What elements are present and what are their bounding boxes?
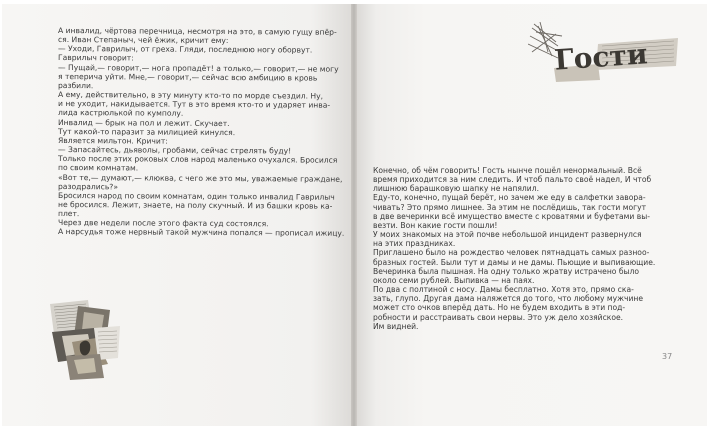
title-collage-art	[528, 22, 680, 86]
text-line: в две вечеринки всё имущество вместе с кроватями и буфетами вы-	[373, 211, 650, 221]
text-line: Приглашено было на рождество человек пятнадцать самых разноо-	[373, 248, 650, 258]
text-line: по своим комнатам.	[57, 163, 139, 173]
text-line: не бросился. Лежит, знаете, на полу скучный. И из башки кровь ка-	[57, 199, 333, 211]
text-line: лида кастрюлькой по кумполу.	[57, 108, 184, 119]
text-line: разбили.	[57, 80, 94, 91]
text-line: время приходится за ним следить. И чтоб пальто своё надел, И чтоб	[373, 175, 652, 185]
text-line: на этих праздниках.	[373, 239, 456, 249]
collage-illustration	[48, 298, 123, 382]
text-line: может сто очков вперёд дать. Но не будем входить в эти под-	[373, 303, 626, 313]
text-line: чивать? Это прямо лишнее. За этим не послёдишь, так гости могут	[373, 202, 647, 212]
text-line: около семи рублей. Выпивка — на паях.	[373, 275, 535, 285]
text-line: Гаврилыч говорит:	[57, 53, 134, 63]
text-line: разодрались?»	[57, 181, 119, 192]
text-line: А инвалид, чёртова перечница, несмотря на это, в самую гущу впёр-	[57, 26, 337, 37]
text-line: лишнюю барашковую шапку не напялил.	[373, 184, 539, 194]
book-gutter	[351, 4, 357, 426]
text-line: Им видней.	[373, 321, 419, 331]
text-line: плет.	[57, 209, 80, 219]
text-line: А нарсудья тоже нервный такой мужчина попался — прописал ижицу.	[57, 227, 345, 239]
text-line: Тут какой-то паразит за милицией кинулся.	[57, 126, 236, 137]
text-line: Бросился народ по своим комнатам, один только инвалид Гаврилыч	[57, 190, 335, 202]
text-line: Через две недели после этого факта суд состоялся.	[57, 218, 269, 229]
text-line: Инвалид — брык на пол и лежит. Скучает.	[57, 117, 230, 128]
text-line: — Запасайтесь, дьяволы, гробами, сейчас стрелять буду!	[57, 145, 292, 156]
text-line: везти. Вон какие гости пошли!	[373, 220, 498, 230]
text-line: бразных гостей. Были тут и дамы и не дамы. Пьющие и выпивающие.	[373, 257, 656, 267]
page-title: Гости	[553, 37, 649, 77]
text-line: У моих знакомых на этой почве небольшой инцидент развернулся	[373, 230, 642, 240]
text-line: я теперича уйти. Мне,— говорит,— сейчас всю амбицию в кровь	[57, 71, 318, 83]
text-line: По два с полтиной с носу. Дамы бесплатно. Хотя это, прямо ска-	[373, 285, 634, 295]
text-line: А ему, действительно, в эту минуту кто-то по морде съездил. Ну,	[57, 90, 324, 101]
text-line: Является мильтон. Кричит:	[57, 135, 168, 146]
left-page-text	[58, 26, 344, 237]
text-line: Конечно, об чём говорить! Гость нынче пошёл ненормальный. Всё	[373, 166, 642, 175]
text-line: «Вот те,— думают,— клюква, с чего же это мы, уважаемые граждане,	[57, 172, 343, 184]
text-line: зать, глупо. Другая дама наляжется до того, что любому мужчине	[373, 294, 644, 304]
text-line: — Пущай,— говорит,— нога пропадёт! а только,— говорит,— не могу	[57, 62, 339, 74]
text-line: робности и расстраивать свои нервы. Это уж дело хозяйское.	[373, 312, 624, 322]
text-line: Еду-то, конечно, пущай берёт, но зачем же еду в салфетки завора-	[373, 193, 646, 203]
page-number: 37	[662, 352, 673, 361]
text-line: и не уходит, накидывается. Тут в это время кто-то и ударяет инва-	[57, 99, 331, 110]
right-page-text	[373, 166, 668, 331]
text-line: ся. Иван Степаныч, чей ёжик, кричит ему:	[57, 35, 229, 46]
text-line: — Уходи, Гаврилыч, от греха. Гляди, последнюю ногу оборвут.	[57, 44, 313, 55]
text-line: Вечеринка была пышная. На одну только жратву истрачено было	[373, 266, 640, 276]
text-line: Только после этих роковых слов народ маленько очухался. Бросился	[57, 154, 338, 165]
